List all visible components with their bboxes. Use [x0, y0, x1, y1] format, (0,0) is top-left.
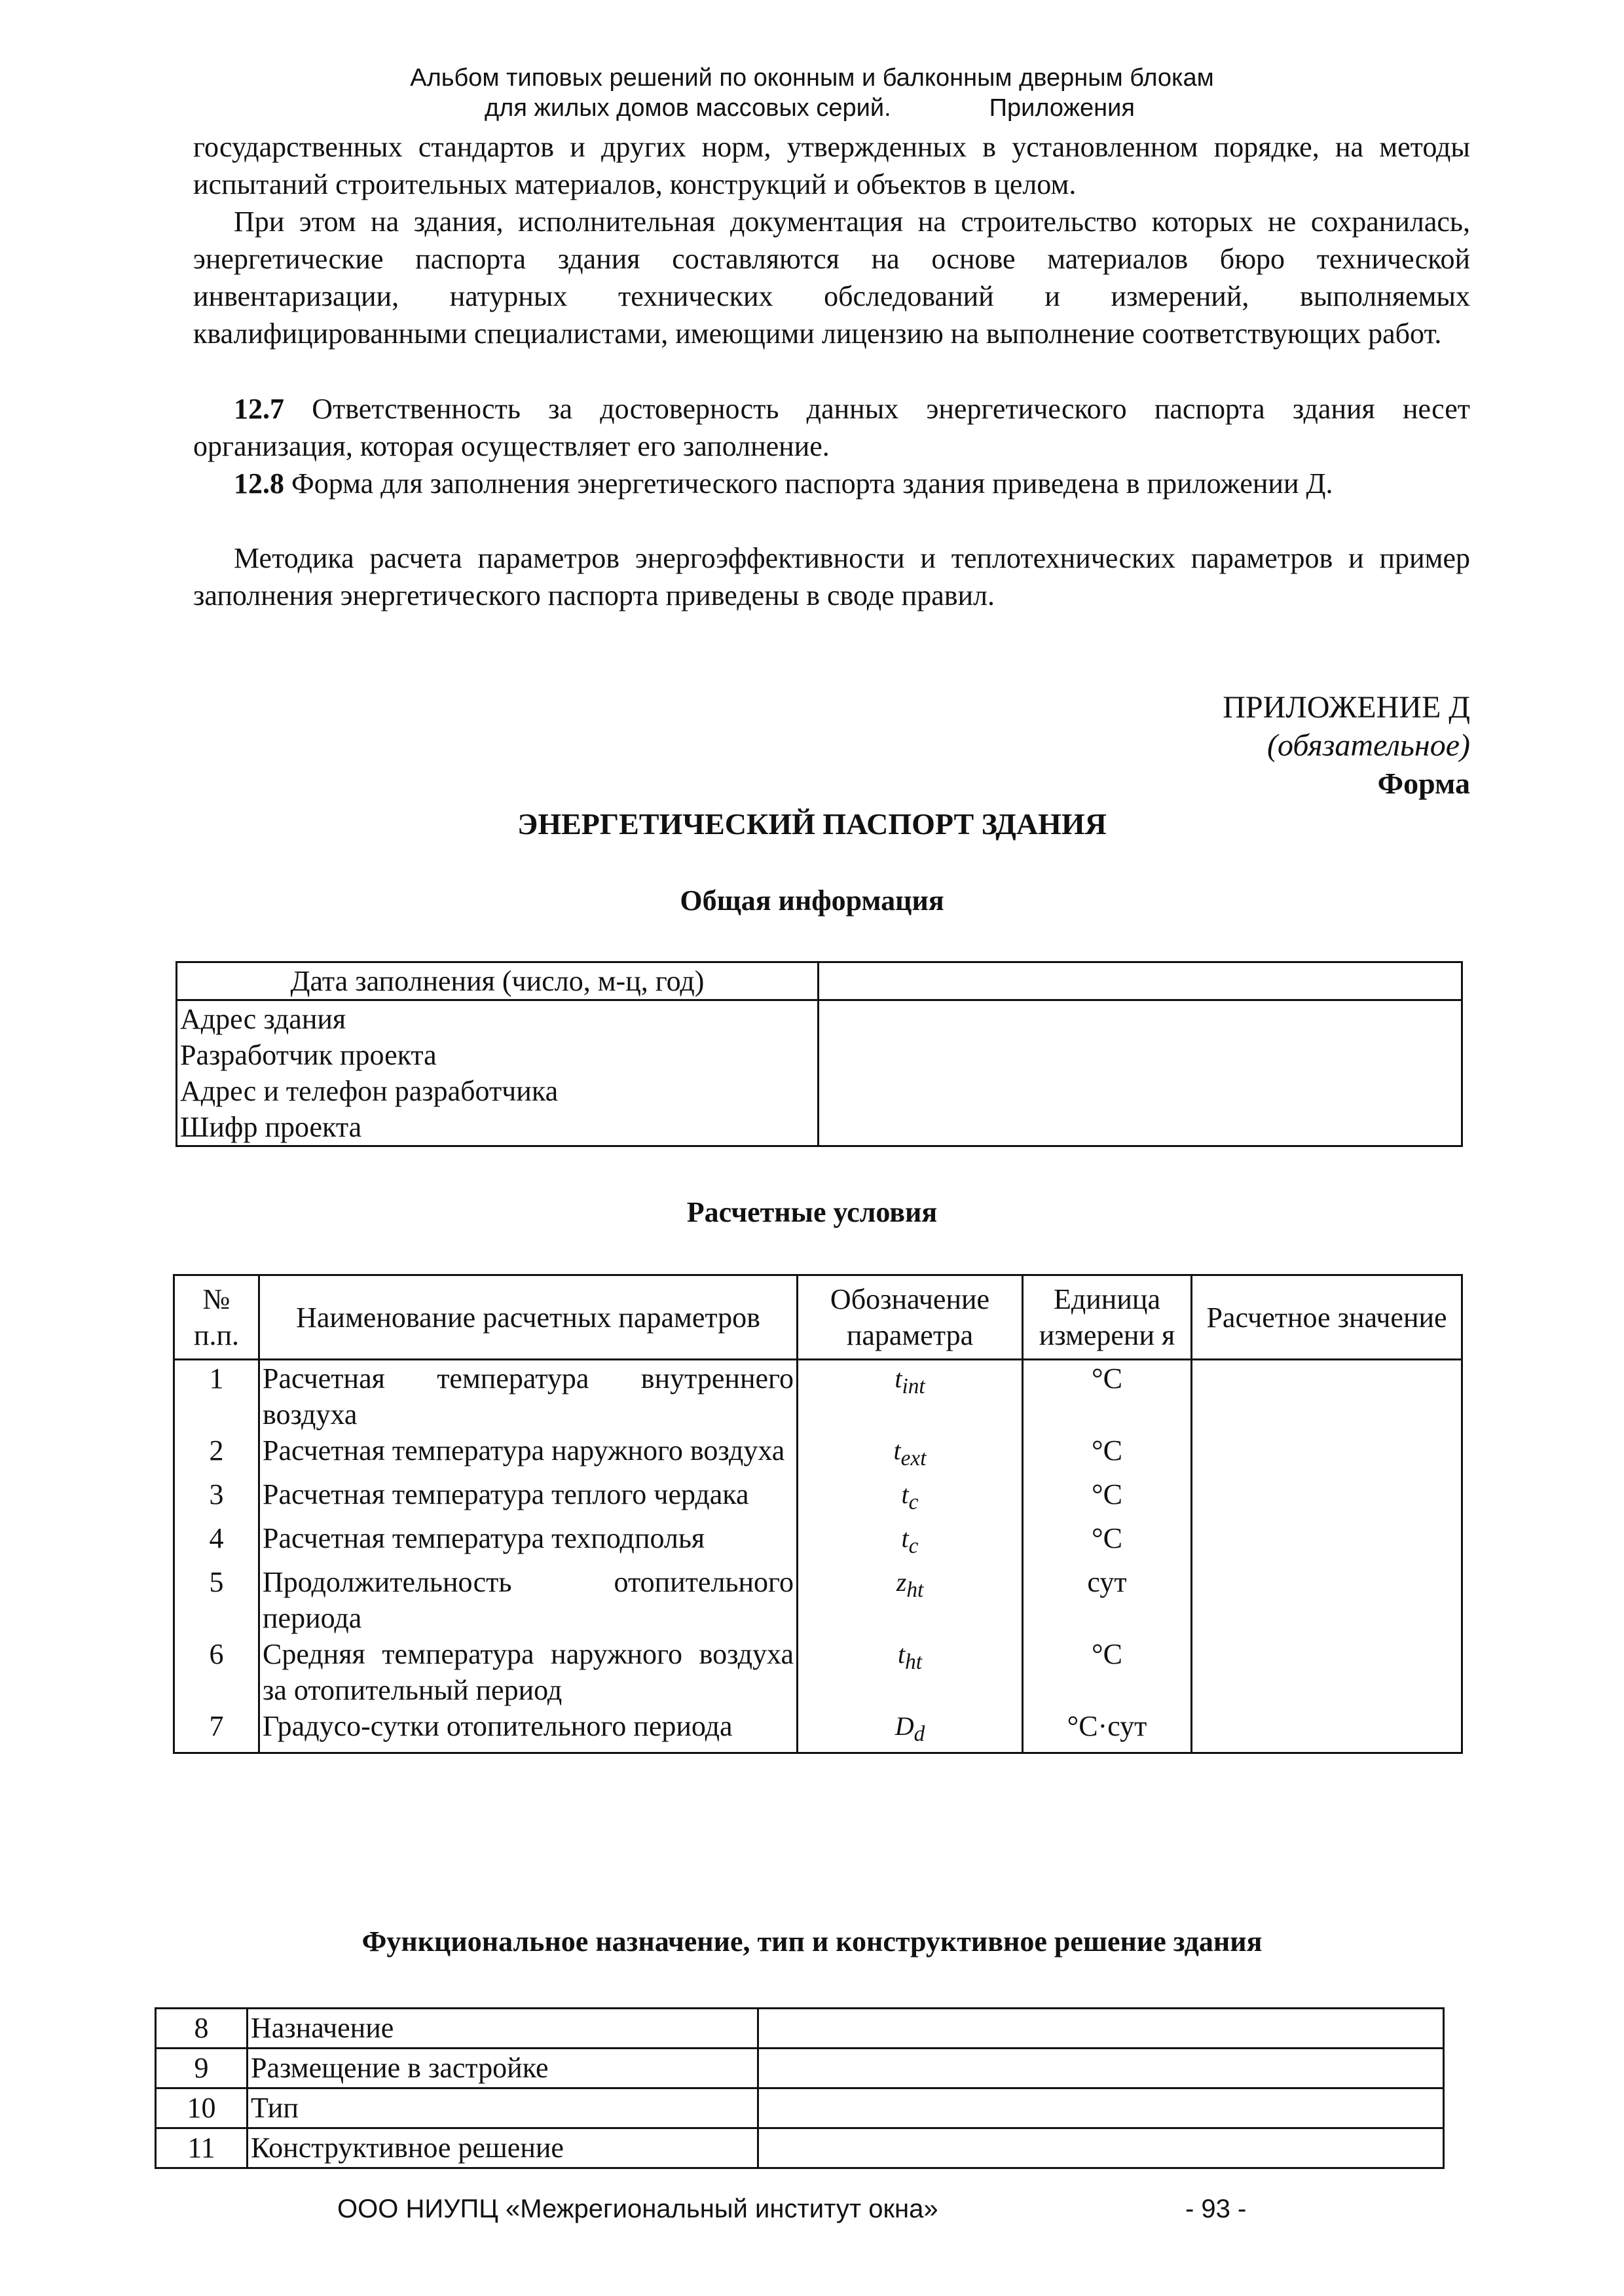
col-header-value: Расчетное значение: [1192, 1275, 1462, 1360]
row-label: Конструктивное решение: [248, 2128, 758, 2168]
general-row-label: Адрес здания: [177, 1000, 819, 1038]
paragraph-continuation: государственных стандартов и других норм, утвержденных в установленном порядке, на методы испытаний строительных материалов, конструкций и объектов в целом.: [193, 131, 1470, 200]
appendix-status: (обязательное): [1267, 728, 1470, 763]
row-value-cell: [758, 2088, 1444, 2128]
running-header-subtitle: [485, 93, 1135, 123]
table-row: [177, 1109, 1462, 1146]
table-row: [156, 2049, 1444, 2088]
table-row: [174, 1476, 1462, 1520]
general-value-cell: [819, 1000, 1462, 1038]
col-header-unit: Единица измерени я: [1023, 1275, 1192, 1360]
parameter-unit: °С: [1023, 1432, 1192, 1476]
row-number: 6: [174, 1636, 259, 1708]
general-row-label: Адрес и телефон разработчика: [177, 1073, 819, 1109]
table-row: [156, 2009, 1444, 2049]
symbol-subscript: ext: [900, 1446, 927, 1470]
table-row: [174, 1708, 1462, 1753]
general-row-label: Разработчик проекта: [177, 1037, 819, 1073]
symbol-letter: t: [895, 1364, 902, 1393]
general-heading: Общая информация: [680, 884, 944, 917]
symbol-letter: D: [895, 1711, 914, 1741]
table-row: [174, 1360, 1462, 1433]
parameter-value-cell: [1192, 1520, 1462, 1564]
parameter-name: Расчетная температура внутреннего воздуха: [259, 1360, 798, 1433]
row-value-cell: [758, 2128, 1444, 2168]
symbol-subscript: int: [902, 1374, 925, 1398]
row-number: 10: [156, 2088, 248, 2128]
parameter-symbol: [798, 1360, 1023, 1433]
paragraph-12-8: [193, 465, 1470, 502]
appendix-form: Форма: [1377, 767, 1470, 800]
parameter-symbol: [798, 1520, 1023, 1564]
parameter-name: Средняя температура наружного воздуха за отопительный период: [259, 1636, 798, 1708]
row-number: 3: [174, 1476, 259, 1520]
parameter-unit: °С: [1023, 1520, 1192, 1564]
running-header-section: Приложения: [989, 94, 1135, 122]
parameter-name: Расчетная температура теплого чердака: [259, 1476, 798, 1520]
clause-text: Форма для заполнения энергетического паспорта здания приведена в приложении Д.: [291, 467, 1333, 500]
parameter-name: Продолжительность отопительного периода: [259, 1564, 798, 1636]
table-row: [174, 1564, 1462, 1636]
parameter-unit: °С·сут: [1023, 1708, 1192, 1753]
function-table-body: [156, 2009, 1444, 2168]
parameter-value-cell: [1192, 1476, 1462, 1520]
parameter-unit: °С: [1023, 1360, 1192, 1433]
paragraph-methodology: Методика расчета параметров энергоэффективности и теплотехнических параметров и пример заполнения энергетического паспорта приведены в своде правил.: [193, 542, 1470, 611]
col-header-symbol: Обозначение параметра: [798, 1275, 1023, 1360]
clause-number: 12.8: [234, 467, 284, 500]
row-number: 8: [156, 2009, 248, 2049]
parameter-value-cell: [1192, 1432, 1462, 1476]
row-number: 11: [156, 2128, 248, 2168]
symbol-subscript: c: [908, 1490, 919, 1514]
symbol-letter: t: [893, 1436, 901, 1465]
row-number: 7: [174, 1708, 259, 1753]
col-header-name: Наименование расчетных параметров: [259, 1275, 798, 1360]
table-row: [177, 1000, 1462, 1038]
col-header-num: № п.п.: [174, 1275, 259, 1360]
table-header-row: [174, 1275, 1462, 1360]
symbol-subscript: ht: [906, 1578, 924, 1602]
row-value-cell: [758, 2009, 1444, 2049]
row-label: Тип: [248, 2088, 758, 2128]
parameter-name: Расчетная температура техподполья: [259, 1520, 798, 1564]
parameter-value-cell: [1192, 1708, 1462, 1753]
general-row-label: Шифр проекта: [177, 1109, 819, 1146]
clause-number: 12.7: [234, 393, 284, 425]
running-header-series: для жилых домов массовых серий.: [485, 94, 891, 122]
symbol-subscript: ht: [905, 1650, 923, 1674]
row-value-cell: [758, 2049, 1444, 2088]
row-number: 9: [156, 2049, 248, 2088]
symbol-letter: t: [901, 1523, 909, 1553]
table-row: [174, 1636, 1462, 1708]
calc-conditions-table: [173, 1274, 1463, 1754]
general-value-cell: [819, 1109, 1462, 1146]
table-row: [177, 962, 1462, 1000]
row-number: 5: [174, 1564, 259, 1636]
func-heading: Функциональное назначение, тип и конструктивное решение здания: [361, 1925, 1263, 1958]
table-row: [156, 2128, 1444, 2168]
parameter-unit: сут: [1023, 1564, 1192, 1636]
general-value-cell: [819, 1073, 1462, 1109]
symbol-subscript: d: [913, 1722, 925, 1746]
parameter-symbol: [798, 1636, 1023, 1708]
parameter-value-cell: [1192, 1360, 1462, 1433]
clause-text: Ответственность за достоверность данных энергетического паспорта здания несет организация, которая осуществляет его заполнение.: [193, 393, 1471, 462]
running-header-title: Альбом типовых решений по оконным и балконным дверным блокам: [410, 64, 1214, 92]
symbol-letter: t: [901, 1480, 909, 1509]
appendix-label: ПРИЛОЖЕНИЕ Д: [1223, 690, 1470, 725]
page-title: ЭНЕРГЕТИЧЕСКИЙ ПАСПОРТ ЗДАНИЯ: [517, 807, 1107, 841]
table-row: [174, 1520, 1462, 1564]
symbol-letter: z: [896, 1567, 907, 1597]
date-label: Дата заполнения (число, м-ц, год): [177, 962, 819, 1000]
parameter-symbol: [798, 1564, 1023, 1636]
parameter-symbol: [798, 1432, 1023, 1476]
table-row: [174, 1432, 1462, 1476]
parameter-unit: °С: [1023, 1476, 1192, 1520]
page-number: - 93 -: [1185, 2195, 1247, 2223]
table-row: [156, 2088, 1444, 2128]
date-value-cell: [819, 962, 1462, 1000]
table-row: [177, 1073, 1462, 1109]
parameter-value-cell: [1192, 1564, 1462, 1636]
row-label: Назначение: [248, 2009, 758, 2049]
calc-table-body: [174, 1360, 1462, 1753]
parameter-unit: °С: [1023, 1636, 1192, 1708]
calc-heading: Расчетные условия: [686, 1196, 938, 1228]
function-table: [155, 2007, 1445, 2169]
parameter-value-cell: [1192, 1636, 1462, 1708]
general-info-table: [175, 961, 1463, 1147]
row-number: 4: [174, 1520, 259, 1564]
row-label: Размещение в застройке: [248, 2049, 758, 2088]
symbol-letter: t: [897, 1639, 906, 1669]
footer-organization: ООО НИУПЦ «Межрегиональный институт окна»: [337, 2195, 938, 2223]
row-number: 2: [174, 1432, 259, 1476]
parameter-name: Расчетная температура наружного воздуха: [259, 1432, 798, 1476]
general-value-cell: [819, 1037, 1462, 1073]
row-number: 1: [174, 1360, 259, 1433]
table-row: [177, 1037, 1462, 1073]
parameter-symbol: [798, 1476, 1023, 1520]
paragraph-existing-buildings: При этом на здания, исполнительная документация на строительство которых не сохранилась, энергетические паспорта здания составляются на основе материалов бюро технической инвентаризации, натурных технических обследований и измерений, выполняемых квалифицированными специалистами, имеющими лицензию на выполнение соответствующих работ.: [193, 206, 1470, 350]
parameter-name: Градусо-сутки отопительного периода: [259, 1708, 798, 1753]
paragraph-12-7: [193, 390, 1470, 465]
symbol-subscript: c: [908, 1534, 919, 1558]
parameter-symbol: [798, 1708, 1023, 1753]
